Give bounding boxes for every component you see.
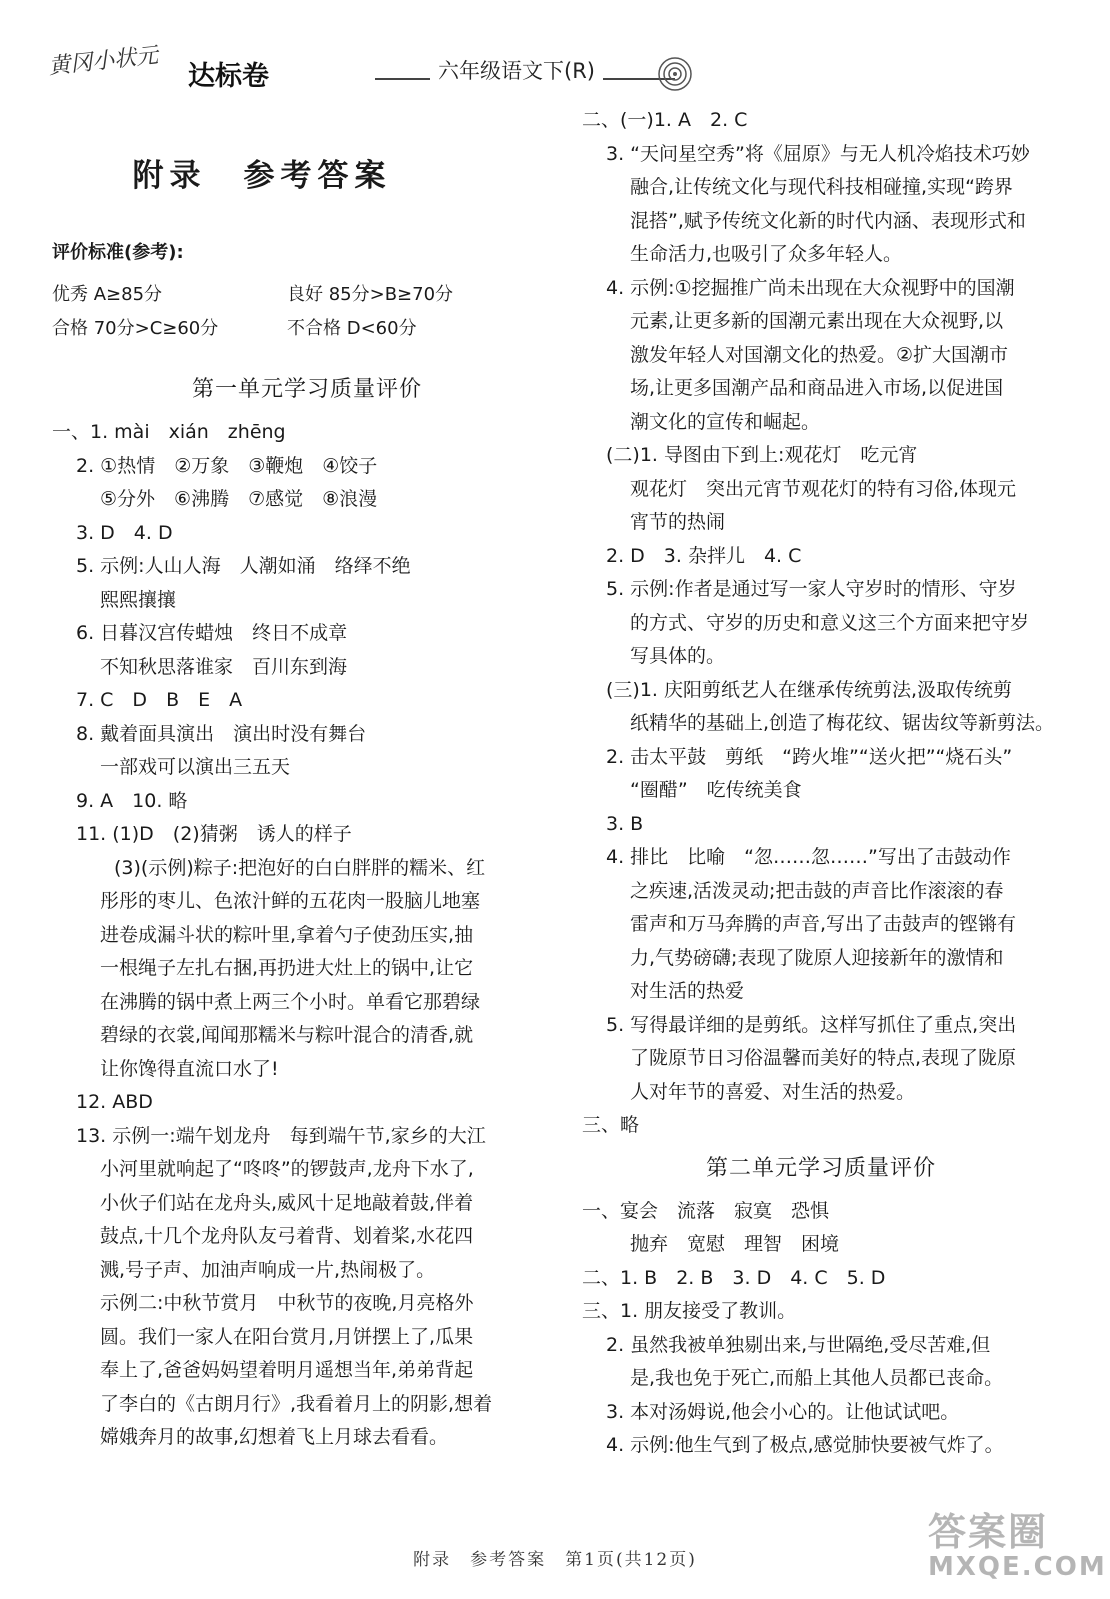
- answer-line: 3. B: [606, 812, 644, 835]
- answer-line: 了李白的《古朗月行》,我看着月上的阴影,想着: [100, 1392, 493, 1415]
- answer-line: 雷声和万马奔腾的声音,写出了击鼓声的铿锵有: [630, 913, 1017, 935]
- page-footer: 附录 参考答案 第1页(共12页): [413, 1550, 697, 1570]
- answer-line: 奉上了,爸爸妈妈望着明月遥想当年,弟弟背起: [100, 1359, 474, 1381]
- standard-pass: 合格 70分>C≥60分: [52, 318, 219, 339]
- answer-line: 纸精华的基础上,创造了梅花纹、锯齿纹等新剪法。: [630, 712, 1055, 734]
- swirl-ornament-icon: [655, 54, 695, 94]
- answer-line: 元素,让更多新的国潮元素出现在大众视野,以: [630, 310, 1004, 332]
- answer-line: 嫦娥奔月的故事,幻想着飞上月球去看看。: [100, 1426, 449, 1448]
- answer-line: 3. 本对汤姆说,他会小心的。让他试试吧。: [606, 1400, 960, 1423]
- answer-line: 生命活力,也吸引了众多年轻人。: [630, 243, 903, 265]
- page-title: 附录 参考答案: [132, 158, 392, 194]
- answer-line: 人对年节的喜爱、对生活的热爱。: [630, 1080, 916, 1103]
- page-header: [0, 0, 1110, 110]
- answer-line: 一、宴会 流落 寂寞 恐惧: [582, 1199, 830, 1222]
- answer-line: 圆。我们一家人在阳台赏月,月饼摆上了,瓜果: [100, 1325, 474, 1348]
- answer-line: 二、(一)1. A 2. C: [582, 109, 748, 131]
- answer-line: 2. ①热情 ②万象 ③鞭炮 ④饺子: [76, 454, 378, 477]
- answer-line: 宵节的热闹: [630, 511, 726, 533]
- answer-line: 2. 击太平鼓 剪纸 “跨火堆”“送火把”“烧石头”: [606, 745, 1013, 768]
- series-logo: 黄冈小状元: [47, 43, 160, 80]
- answer-line: 的方式、守岁的历史和意义这三个方面来把守岁: [630, 611, 1030, 634]
- answer-line: 对生活的热爱: [630, 980, 745, 1002]
- answer-line: 融合,让传统文化与现代科技相碰撞,实现“跨界: [630, 176, 1013, 198]
- brand-title: 达标卷: [188, 61, 269, 92]
- answer-line: 在沸腾的锅中煮上两三个小时。单看它那碧绿: [100, 990, 481, 1013]
- answer-line: 5. 示例:作者是通过写一家人守岁时的情形、守岁: [606, 578, 1017, 600]
- answer-line: 2. D 3. 杂拌儿 4. C: [606, 544, 802, 567]
- answer-line: 4. 排比 比喻 “忽……忽……”写出了击鼓动作: [606, 846, 1011, 868]
- answer-line: 4. 示例:他生气到了极点,感觉肺快要被气炸了。: [606, 1434, 1004, 1456]
- answer-line: 7. C D B E A: [76, 689, 243, 711]
- answer-line: “圈醋” 吃传统美食: [630, 779, 802, 801]
- answer-line: 三、略: [582, 1114, 640, 1136]
- left-column: [52, 364, 562, 1455]
- answer-line: 是,我也免于死亡,而船上其他人员都已丧命。: [630, 1367, 1004, 1389]
- answer-line: 进卷成漏斗状的粽叶里,拿着勺子使劲压实,抽: [100, 923, 474, 946]
- answer-line: 力,气势磅礴;表现了陇原人迎接新年的激情和: [630, 946, 1004, 969]
- standard-fail: 不合格 D<60分: [287, 318, 417, 339]
- answer-line: 观花灯 突出元宵节观花灯的特有习俗,体现元: [630, 477, 1017, 500]
- answer-line: 小伙子们站在龙舟头,威风十足地敲着鼓,伴着: [100, 1191, 474, 1214]
- answer-line: 4. 示例:①挖掘推广尚未出现在大众视野中的国潮: [606, 276, 1015, 299]
- answer-line: 6. 日暮汉宫传蜡烛 终日不成章: [76, 622, 348, 644]
- answer-line: 12. ABD: [76, 1091, 153, 1113]
- answer-line: 三、1. 朋友接受了教训。: [582, 1300, 797, 1322]
- answer-line: 示例二:中秋节赏月 中秋节的夜晚,月亮格外: [100, 1292, 474, 1314]
- answer-line: 潮文化的宣传和崛起。: [630, 410, 821, 433]
- answer-line: 了陇原节日习俗温馨而美好的特点,表现了陇原: [630, 1047, 1017, 1069]
- answer-line: 彤彤的枣儿、色浓汁鲜的五花肉一股脑儿地塞: [100, 890, 481, 912]
- answer-line: 5. 示例:人山人海 人潮如涌 络绎不绝: [76, 555, 411, 577]
- book-title: 六年级语文下(R): [430, 55, 603, 85]
- answer-line: 11. (1)D (2)猜粥 诱人的样子: [76, 823, 352, 845]
- answer-line: 激发年轻人对国潮文化的热爱。②扩大国潮市: [630, 343, 1009, 366]
- unit1-title: 第一单元学习质量评价: [191, 377, 422, 402]
- answer-line: 13. 示例一:端午划龙舟 每到端午节,家乡的大江: [76, 1124, 486, 1147]
- answer-line: 碧绿的衣裳,闻闻那糯米与粽叶混合的清香,就: [100, 1024, 474, 1046]
- watermark-logo-text: 答案圈: [928, 1510, 1049, 1554]
- answer-line: 5. 写得最详细的是剪纸。这样写抓住了重点,突出: [606, 1013, 1017, 1036]
- answer-line: 8. 戴着面具演出 演出时没有舞台: [76, 722, 367, 745]
- answer-line: 一部戏可以演出三五天: [100, 756, 291, 778]
- answer-line: 小河里就响起了“咚咚”的锣鼓声,龙舟下水了,: [100, 1158, 474, 1180]
- answer-line: 之疾速,活泼灵动;把击鼓的声音比作滚滚的春: [630, 879, 1004, 902]
- answer-line: 场,让更多国潮产品和商品进入市场,以促进国: [630, 377, 1004, 399]
- answer-line: 3. “天问星空秀”将《屈原》与无人机冷焰技术巧妙: [606, 142, 1030, 165]
- answer-line: ⑤分外 ⑥沸腾 ⑦感觉 ⑧浪漫: [100, 488, 378, 510]
- answer-line: 一根绳子左扎右捆,再扔进大灶上的锅中,让它: [100, 957, 474, 979]
- right-column: [582, 104, 1060, 1463]
- answer-line: 让你馋得直流口水了!: [100, 1057, 279, 1080]
- watermark-domain: MXQE.COM: [928, 1552, 1107, 1582]
- answer-line: 不知秋思落谁家 百川东到海: [100, 655, 348, 678]
- answer-line: 一、1. mài xián zhēng: [52, 421, 286, 443]
- answer-line: 写具体的。: [630, 645, 726, 667]
- answer-line: 二、1. B 2. B 3. D 4. C 5. D: [582, 1266, 886, 1289]
- site-watermark: [928, 1510, 1107, 1592]
- answer-line: 熙熙攘攘: [100, 588, 177, 611]
- answer-line: 抛弃 宽慰 理智 困境: [630, 1233, 840, 1255]
- answer-line: 9. A 10. 略: [76, 789, 188, 812]
- answer-line: 溅,号子声、加油声响成一片,热闹极了。: [100, 1258, 436, 1281]
- answer-line: 3. D 4. D: [76, 521, 173, 544]
- standard-good: 良好 85分>B≥70分: [287, 284, 454, 305]
- answer-line: 2. 虽然我被单独剔出来,与世隔绝,受尽苦难,但: [606, 1333, 991, 1356]
- standard-excellent: 优秀 A≥85分: [52, 284, 163, 305]
- answer-line: (3)(示例)粽子:把泡好的白白胖胖的糯米、红: [114, 856, 486, 879]
- unit2-title: 第二单元学习质量评价: [705, 1155, 936, 1181]
- answer-line: (三)1. 庆阳剪纸艺人在继承传统剪法,汲取传统剪: [606, 678, 1013, 701]
- answer-line: 混搭”,赋予传统文化新的时代内涵、表现形式和: [630, 209, 1026, 232]
- answer-line: 鼓点,十几个龙舟队友弓着背、划着桨,水花四: [100, 1225, 474, 1247]
- standards-heading: 评价标准(参考):: [52, 242, 184, 263]
- answer-line: (二)1. 导图由下到上:观花灯 吃元宵: [606, 444, 918, 466]
